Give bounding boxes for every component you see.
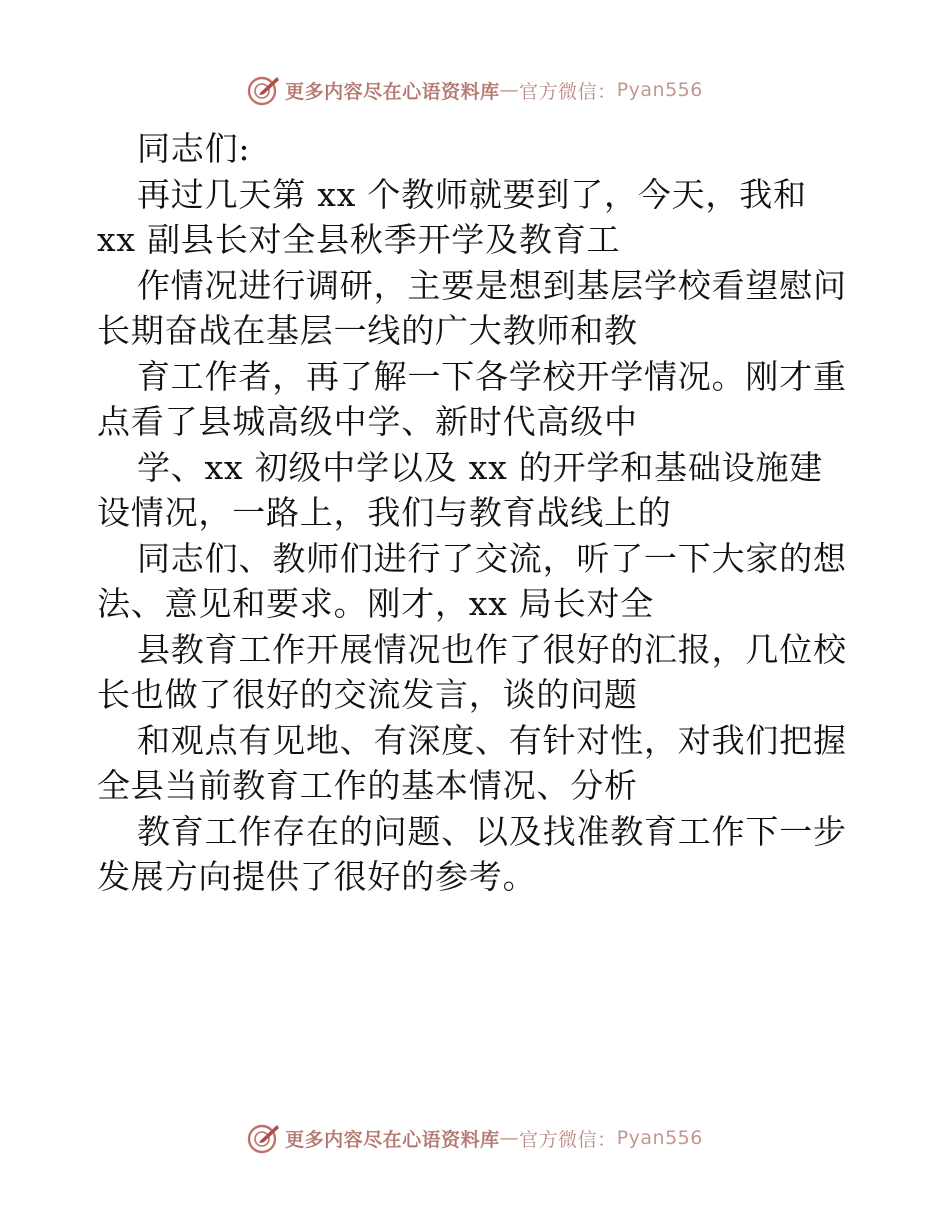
body-line-6: 育工作者，再了解一下各学校开学情况。刚才重 [137, 356, 847, 396]
pen-nib-logo-icon [247, 1121, 281, 1155]
banner-separator: — [499, 79, 520, 101]
body-line-17: 发展方向提供了很好的参考。 [97, 857, 537, 896]
banner-brand-text: 更多内容尽在心语资料库 [285, 80, 500, 103]
body-line-8: 学、xx 初级中学以及 xx 的开学和基础设施建 [137, 447, 824, 487]
pen-nib-logo-icon [247, 73, 281, 107]
footer-watermark-banner [0, 1118, 950, 1158]
body-line-9: 设情况，一路上，我们与教育战线上的 [97, 493, 672, 532]
banner-brand-text: 更多内容尽在心语资料库 [285, 1128, 500, 1151]
body-line-12: 县教育工作开展情况也作了很好的汇报，几位校 [137, 629, 847, 669]
banner-wechat-label: 官方微信： [519, 1128, 617, 1151]
speech-body [97, 126, 857, 900]
body-line-2: 再过几天第 xx 个教师就要到了，今天，我和 [137, 174, 807, 214]
banner-wechat-handle: Pyan556 [616, 1127, 703, 1149]
body-line-15: 全县当前教育工作的基本情况、分析 [97, 766, 638, 805]
header-watermark-banner [0, 70, 950, 110]
body-line-4: 作情况进行调研，主要是想到基层学校看望慰问 [137, 265, 847, 305]
banner-separator: — [499, 1127, 520, 1149]
body-line-10: 同志们、教师们进行了交流，听了一下大家的想 [137, 538, 847, 578]
body-line-16: 教育工作存在的问题、以及找准教育工作下一步 [137, 811, 847, 851]
body-line-11: 法、意见和要求。刚才，xx 局长对全 [97, 584, 655, 623]
body-line-3: xx 副县长对全县秋季开学及教育工 [97, 220, 621, 259]
body-line-13: 长也做了很好的交流发言，谈的问题 [97, 675, 638, 714]
body-line-14: 和观点有见地、有深度、有针对性，对我们把握 [137, 720, 847, 760]
body-line-7: 点看了县城高级中学、新时代高级中 [97, 402, 638, 441]
body-line-5: 长期奋战在基层一线的广大教师和教 [97, 311, 638, 350]
banner-wechat-label: 官方微信： [519, 80, 617, 103]
banner-wechat-handle: Pyan556 [616, 79, 703, 101]
body-line-1: 同志们: [137, 129, 251, 168]
